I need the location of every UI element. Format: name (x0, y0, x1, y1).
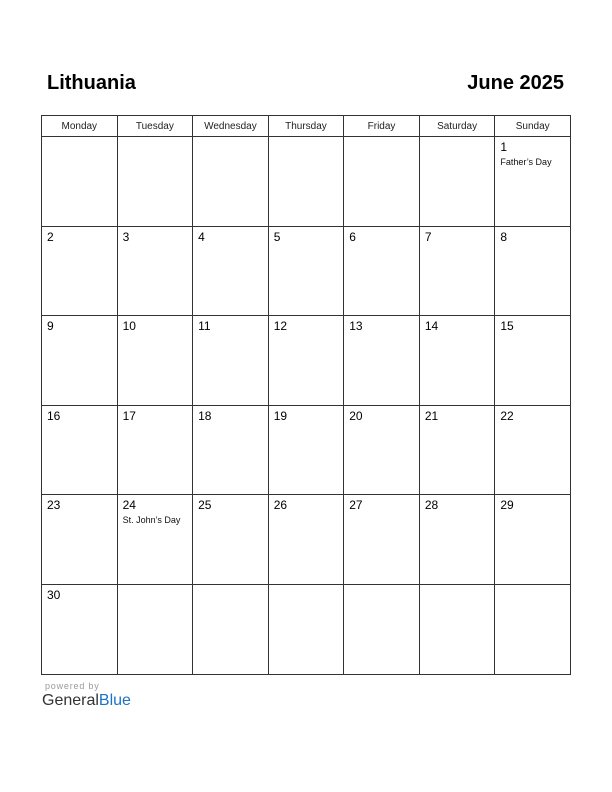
weekday-header-row (42, 116, 571, 137)
calendar-grid (41, 115, 571, 675)
week-row (42, 137, 571, 227)
day-cell[interactable] (117, 137, 193, 227)
day-cell[interactable] (495, 137, 571, 227)
day-cell[interactable] (42, 584, 118, 674)
day-cell[interactable] (419, 495, 495, 585)
day-cell[interactable] (268, 316, 344, 406)
day-number: 24 (122, 498, 136, 513)
weekday-header: Friday (344, 116, 420, 137)
day-cell[interactable] (193, 316, 269, 406)
calendar-header (42, 70, 571, 100)
day-number: 26 (273, 498, 288, 513)
day-number: 18 (198, 408, 212, 423)
day-cell[interactable] (344, 316, 420, 406)
weekday-header: Wednesday (193, 116, 269, 137)
day-number: 15 (500, 319, 514, 334)
day-cell[interactable] (495, 584, 571, 674)
brand-blue-text: Blue (98, 692, 131, 709)
day-cell[interactable] (117, 226, 193, 316)
day-number: 23 (47, 498, 61, 513)
day-cell[interactable] (344, 226, 420, 316)
day-number: 22 (500, 408, 514, 423)
day-number: 21 (424, 408, 439, 423)
week-row (42, 316, 571, 406)
day-cell[interactable] (268, 584, 344, 674)
brand-general-text: General (42, 692, 99, 709)
day-number: 4 (198, 229, 205, 244)
day-cell[interactable] (419, 226, 495, 316)
day-cell[interactable] (193, 584, 269, 674)
week-row (42, 226, 571, 316)
day-number: 14 (424, 319, 439, 334)
day-cell[interactable] (193, 495, 269, 585)
day-cell[interactable] (419, 405, 495, 495)
day-number: 20 (349, 408, 363, 423)
day-number: 2 (47, 229, 54, 244)
day-number: 9 (47, 319, 54, 334)
day-number: 25 (198, 498, 212, 513)
holiday-label: Father’s Day (500, 157, 552, 167)
day-number: 6 (349, 229, 356, 244)
powered-by-label: powered by (45, 681, 100, 691)
day-number: 12 (273, 319, 288, 334)
day-number: 5 (273, 229, 281, 244)
generalblue-logo[interactable] (42, 692, 131, 710)
weekday-header: Saturday (419, 116, 495, 137)
day-number: 13 (349, 319, 363, 334)
day-cell[interactable] (117, 405, 193, 495)
day-cell[interactable] (344, 584, 420, 674)
day-number: 7 (424, 229, 432, 244)
footer (42, 681, 131, 710)
day-number: 17 (122, 408, 136, 423)
day-cell[interactable] (495, 405, 571, 495)
day-cell[interactable] (344, 405, 420, 495)
day-cell[interactable] (495, 226, 571, 316)
day-cell[interactable] (193, 226, 269, 316)
day-cell[interactable] (419, 584, 495, 674)
day-cell[interactable] (117, 316, 193, 406)
month-year-title: June 2025 (467, 72, 564, 94)
day-cell[interactable] (268, 137, 344, 227)
weekday-header: Tuesday (117, 116, 193, 137)
day-cell[interactable] (193, 405, 269, 495)
day-cell[interactable] (42, 405, 118, 495)
day-number: 27 (349, 498, 363, 513)
day-cell[interactable] (42, 137, 118, 227)
week-row (42, 584, 571, 674)
weekday-header: Thursday (268, 116, 344, 137)
day-number: 28 (424, 498, 439, 513)
weekday-header: Sunday (495, 116, 571, 137)
day-number: 11 (198, 319, 211, 334)
day-cell[interactable] (193, 137, 269, 227)
day-number: 8 (500, 229, 508, 244)
day-cell[interactable] (42, 316, 118, 406)
day-number: 10 (122, 319, 136, 334)
day-number: 16 (47, 408, 61, 423)
day-cell[interactable] (42, 495, 118, 585)
day-number: 1 (500, 140, 508, 154)
day-cell[interactable] (495, 316, 571, 406)
day-number: 3 (122, 229, 130, 244)
week-row (42, 495, 571, 585)
day-cell[interactable] (117, 495, 193, 585)
day-cell[interactable] (42, 226, 118, 316)
day-number: 19 (273, 408, 288, 423)
day-cell[interactable] (268, 405, 344, 495)
weekday-header: Monday (42, 116, 118, 137)
day-cell[interactable] (344, 137, 420, 227)
day-cell[interactable] (268, 226, 344, 316)
day-number: 29 (500, 498, 514, 513)
day-cell[interactable] (268, 495, 344, 585)
day-cell[interactable] (495, 495, 571, 585)
country-title: Lithuania (47, 72, 136, 94)
day-number: 30 (47, 587, 61, 602)
holiday-label: St. John’s Day (122, 515, 181, 526)
day-cell[interactable] (419, 316, 495, 406)
week-row (42, 405, 571, 495)
day-cell[interactable] (117, 584, 193, 674)
day-cell[interactable] (344, 495, 420, 585)
day-cell[interactable] (419, 137, 495, 227)
